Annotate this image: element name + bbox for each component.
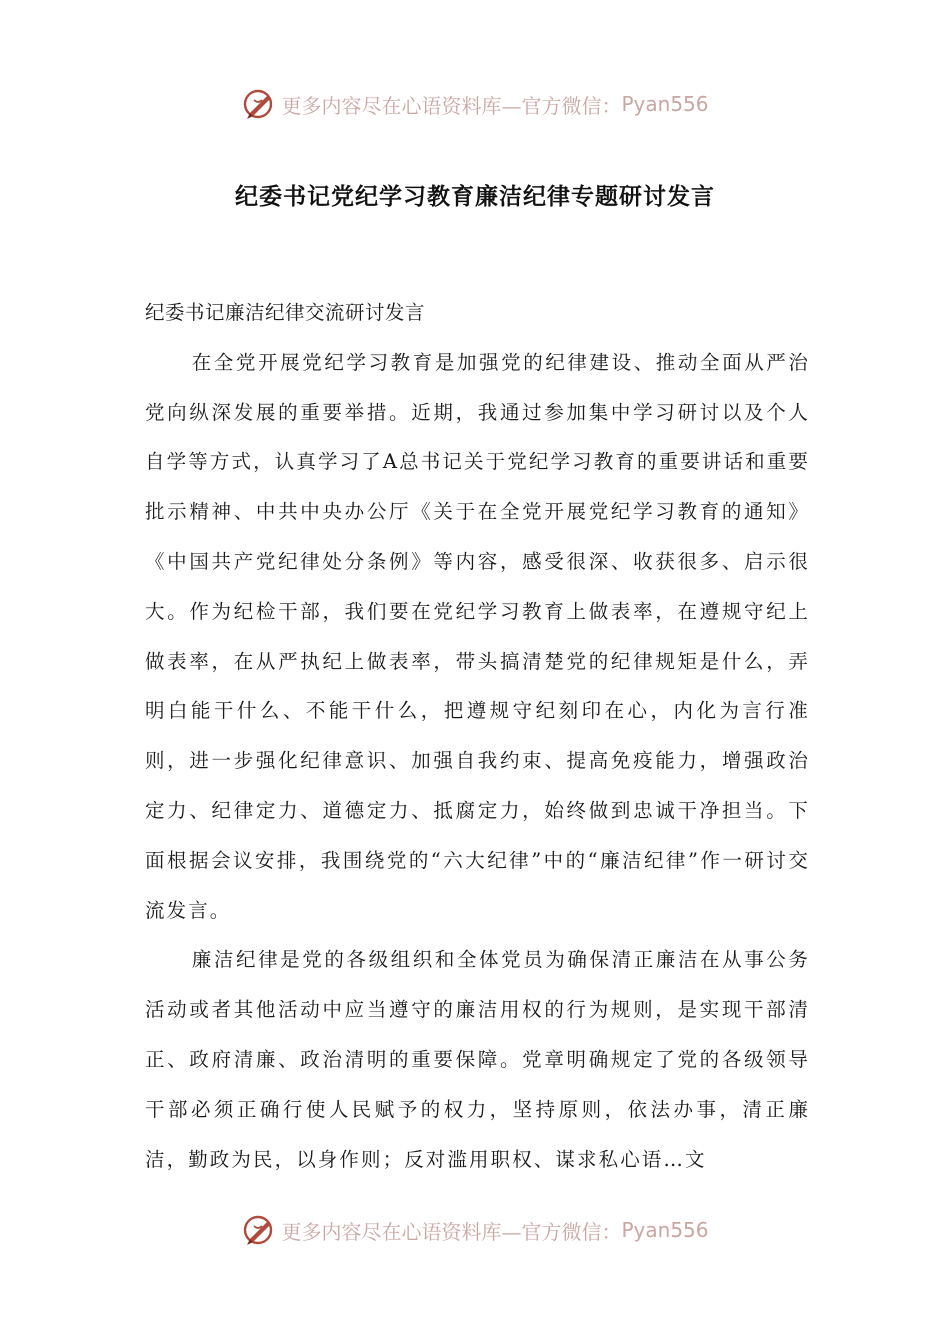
watermark-wechat-id: Pyan556	[621, 92, 709, 116]
pen-logo-icon	[241, 1212, 277, 1248]
watermark-text: 更多内容尽在心语资料库—官方微信：	[281, 93, 622, 118]
pen-logo-icon	[241, 86, 277, 122]
body-paragraph: 廉洁纪律是党的各级组织和全体党员为确保清正廉洁在从事公务活动或者其他活动中应当遵守的廉洁用权的行为规则，是实现干部清正、政府清廉、政治清明的重要保障。党章明确规定了党的各级领导干部必须正确行使人民赋予的权力，坚持原则，依法办事，清正廉洁，勤政为民，以身作则；反对滥用职权、谋求私心语…文	[145, 948, 810, 1171]
document-title: 纪委书记党纪学习教育廉洁纪律专题研讨发言	[235, 183, 715, 210]
watermark-banner-bottom	[0, 1210, 950, 1250]
watermark-text: 更多内容尽在心语资料库—官方微信：	[281, 1219, 622, 1244]
watermark-banner-top	[0, 84, 950, 124]
body-paragraph: 在全党开展党纪学习教育是加强党的纪律建设、推动全面从严治党向纵深发展的重要举措。近期，我通过参加集中学习研讨以及个人自学等方式，认真学习了A总书记关于党纪学习教育的重要讲话和重要批示精神、中共中央办公厅《关于在全党开展党纪学习教育的通知》《中国共产党纪律处分条例》等内容，感受很深、收获很多、启示很大。作为纪检干部，我们要在党纪学习教育上做表率，在遵规守纪上做表率，在从严执纪上做表率，带头搞清楚党的纪律规矩是什么，弄明白能干什么、不能干什么，把遵规守纪刻印在心，内化为言行准则，进一步强化纪律意识、加强自我约束、提高免疫能力，增强政治定力、纪律定力、道德定力、抵腐定力，始终做到忠诚干净担当。下面根据会议安排，我围绕党的“六大纪律”中的“廉洁纪律”作一研讨交流发言。	[145, 350, 810, 922]
watermark-wechat-id: Pyan556	[621, 1218, 709, 1242]
document-body	[145, 288, 810, 1184]
document-subtitle: 纪委书记廉洁纪律交流研讨发言	[145, 301, 426, 324]
